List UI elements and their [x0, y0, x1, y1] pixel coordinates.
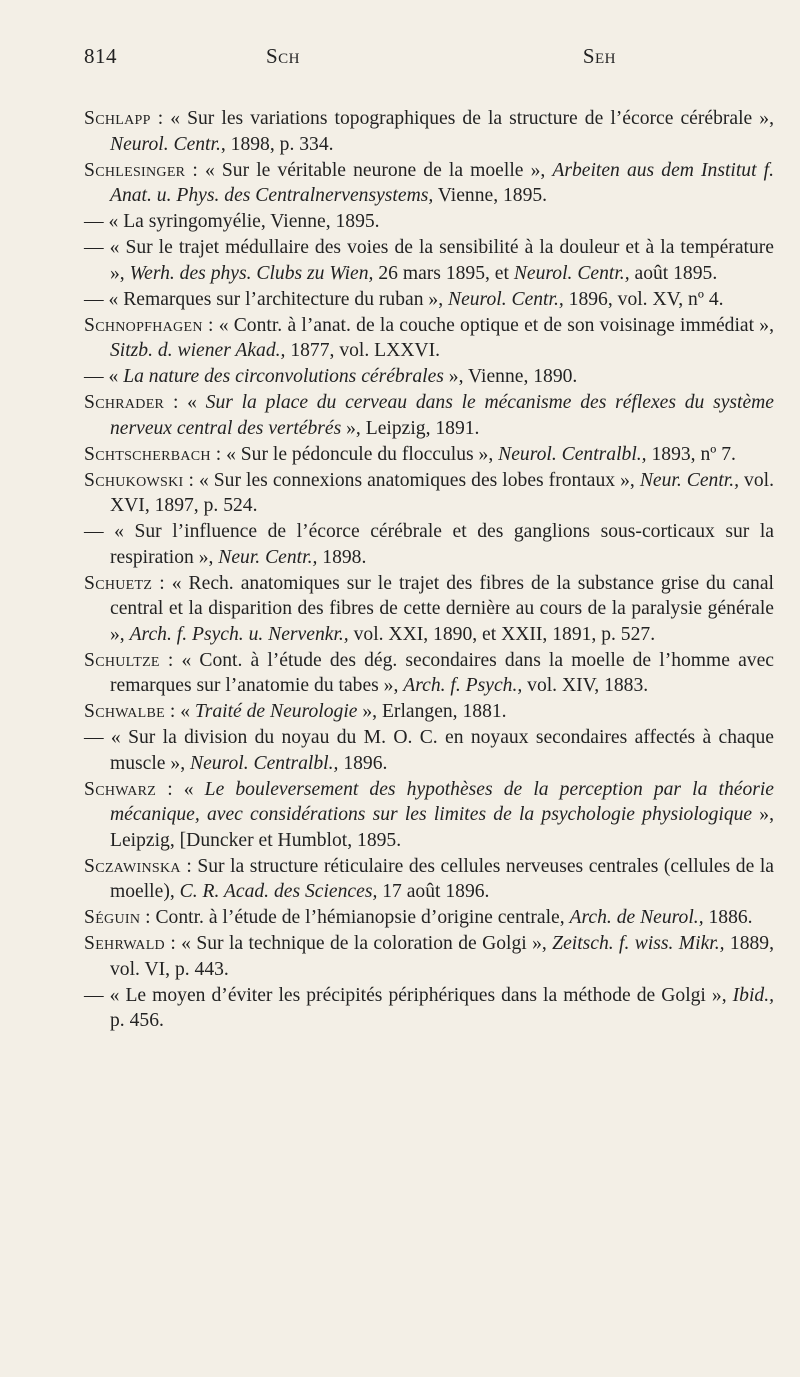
- bibliography-entry: [84, 648, 774, 699]
- entry-text: — « La syringomyélie, Vienne, 1895.: [84, 211, 380, 232]
- bibliography-entry: [84, 725, 774, 776]
- entry-italic-text: Sur la place du cerveau dans le mécanisme des réflexes du système nerveux central des vertébrés: [110, 392, 775, 439]
- entry-text: : « Sur les variations topographiques de la structure de l’écorce cérébrale »,: [150, 108, 774, 129]
- entry-text: », Vienne, 1890.: [443, 366, 578, 387]
- entry-italic-text: Neurol. Centr.,: [513, 262, 630, 284]
- entry-author: Schnopfhagen: [84, 314, 203, 336]
- entry-italic-text: Arch. de Neurol.,: [569, 907, 704, 928]
- entry-italic-text: C. R. Acad. des Sciences,: [179, 881, 378, 902]
- entry-text: 1877, vol. LXXVI.: [285, 340, 440, 361]
- entry-text: p. 456.: [110, 1010, 164, 1031]
- entry-text: 1896, vol. XV, nº 4.: [563, 288, 724, 310]
- entry-text: vol. XXI, 1890, et XXII, 1891, p. 527.: [348, 623, 656, 645]
- entry-text: : « Sur la technique de la coloration de Golgi »,: [164, 933, 553, 954]
- entry-text: — « Remarques sur l’architecture du ruban »,: [84, 288, 448, 310]
- entry-author: Schrader: [84, 392, 165, 413]
- bibliography-entry: [84, 364, 774, 390]
- entry-italic-text: Arch. f. Psych.,: [403, 675, 523, 696]
- entry-text: : « Sur le pédoncule du flocculus »,: [210, 443, 499, 465]
- entry-author: Schukowski: [84, 469, 184, 491]
- entry-italic-text: Neur. Centr.,: [639, 469, 740, 491]
- entry-text: », Leipzig, [Duncker et Humblot, 1895.: [110, 804, 774, 851]
- bibliography-entry: [84, 158, 774, 209]
- page-number: 814: [84, 44, 117, 68]
- entry-text: — « Sur le trajet médullaire des voies de la sensibilité à la douleur et à la température »,: [84, 237, 774, 284]
- entry-text: », Erlangen, 1881.: [357, 701, 507, 722]
- bibliography-entry: [84, 106, 774, 157]
- entry-italic-text: Neurol. Centralbl.,: [190, 752, 339, 774]
- entry-italic-text: Arbeiten aus dem Institut f. Anat. u. Phys. des Centralnervensystems,: [110, 159, 774, 206]
- entry-text: : Sur la structure réticulaire des cellules nerveuses centrales (cellules de la moelle),: [110, 855, 774, 902]
- entry-text: vol. XIV, 1883.: [522, 675, 649, 696]
- bibliography-entry: [84, 519, 774, 570]
- entry-italic-text: Le bouleversement des hypothèses de la perception par la théorie mécanique, avec considérations sur les limites de la psychologie physiologique: [110, 778, 775, 825]
- entry-author: Séguin: [84, 907, 141, 928]
- bibliography-entry: [84, 905, 774, 931]
- entry-italic-text: La nature des circonvolutions cérébrales: [123, 366, 444, 387]
- entry-author: Schlesinger: [84, 159, 186, 181]
- bibliography-entry: [84, 854, 774, 905]
- bibliography-entry: [84, 287, 774, 313]
- entry-author: Sczawinska: [84, 855, 181, 877]
- entry-text: : « Contr. à l’anat. de la couche optique et de son voisinage immédiat »,: [202, 314, 774, 336]
- entry-text: : «: [156, 778, 205, 800]
- entry-text: — « Sur l’influence de l’écorce cérébrale et des ganglions sous-corticaux sur la respiration »,: [84, 521, 774, 568]
- entry-italic-text: Arch. f. Psych. u. Nervenkr.,: [129, 623, 349, 645]
- entry-text: : « Sur les connexions anatomiques des lobes frontaux »,: [183, 469, 640, 491]
- entry-text: , 1898, p. 334.: [220, 133, 334, 155]
- entry-italic-text: Neurol. Centralbl.,: [498, 443, 647, 465]
- entry-text: 26 mars 1895, et: [373, 262, 514, 284]
- entry-text: — « Le moyen d’éviter les précipités périphériques dans la méthode de Golgi »,: [84, 984, 733, 1006]
- entry-italic-text: Zeitsch. f. wiss. Mikr.,: [552, 933, 725, 954]
- entry-text: 17 août 1896.: [377, 881, 490, 902]
- entry-italic-text: Sitzb. d. wiener Akad.,: [110, 340, 286, 361]
- bibliography-entry: [84, 313, 774, 364]
- bibliography-entry: [84, 442, 774, 468]
- bibliography-entry: [84, 777, 774, 854]
- entry-text: août 1895.: [629, 262, 718, 284]
- entry-text: : « Sur le véritable neurone de la moelle »,: [185, 159, 553, 181]
- entry-author: Schlapp: [84, 108, 151, 129]
- entry-italic-text: Traité de Neurologie: [194, 701, 358, 722]
- entry-text: 1898.: [317, 546, 367, 568]
- entry-text: — « Sur la division du noyau du M. O. C. en noyaux secondaires affectés à chaque muscle »,: [84, 727, 774, 774]
- entry-text: — «: [84, 366, 124, 387]
- entry-text: : « Cont. à l’étude des dég. secondaires dans la moelle de l’homme avec remarques sur l’anatomie du tabes »,: [110, 649, 774, 696]
- entry-italic-text: Neur. Centr.,: [218, 546, 318, 568]
- entry-text: 1893, nº 7.: [646, 443, 736, 465]
- running-head-left: Sch: [266, 44, 301, 68]
- entry-text: 1886.: [703, 907, 753, 928]
- entry-text: : «: [164, 701, 195, 722]
- entry-author: Schtscherbach: [84, 443, 211, 465]
- entry-author: Schuetz: [84, 572, 153, 594]
- entry-author: Sehrwald: [84, 933, 165, 954]
- bibliography-entry: [84, 209, 774, 235]
- entry-text: 1896.: [338, 752, 388, 774]
- bibliography-entry: [84, 699, 774, 725]
- bibliography-entry: [84, 571, 774, 648]
- entry-text: Vienne, 1895.: [433, 185, 548, 206]
- bibliography-entry: [84, 235, 774, 286]
- entry-text: : Contr. à l’étude de l’hémianopsie d’origine centrale,: [140, 907, 570, 928]
- running-head-right: Seh: [582, 44, 616, 68]
- entry-text: : «: [164, 392, 206, 413]
- entry-author: Schultze: [84, 649, 160, 671]
- bibliography-entry: [84, 390, 774, 441]
- entry-author: Schwarz: [84, 778, 157, 800]
- entry-italic-text: Neurol. Centr.,: [448, 288, 564, 310]
- entry-text: 1889, vol. VI, p. 443.: [110, 933, 774, 980]
- entry-italic-text: Werh. des phys. Clubs zu Wien,: [129, 262, 374, 284]
- entry-italic-text: Ibid.,: [732, 984, 774, 1006]
- bibliography-entry: [84, 468, 774, 519]
- entry-text: vol. XVI, 1897, p. 524.: [110, 469, 774, 516]
- bibliography-list: [84, 106, 774, 1034]
- bibliography-entry: [84, 983, 774, 1034]
- running-header: [84, 44, 754, 74]
- entry-text: : « Rech. anatomiques sur le trajet des fibres de la substance grise du canal central et la disparition des fibres de cette dernière au cours de la paralysie générale »,: [110, 572, 774, 645]
- entry-author: Schwalbe: [84, 701, 165, 722]
- entry-text: », Leipzig, 1891.: [341, 417, 480, 439]
- bibliography-entry: [84, 931, 774, 982]
- entry-italic-text: Neurol. Centr.: [110, 133, 221, 155]
